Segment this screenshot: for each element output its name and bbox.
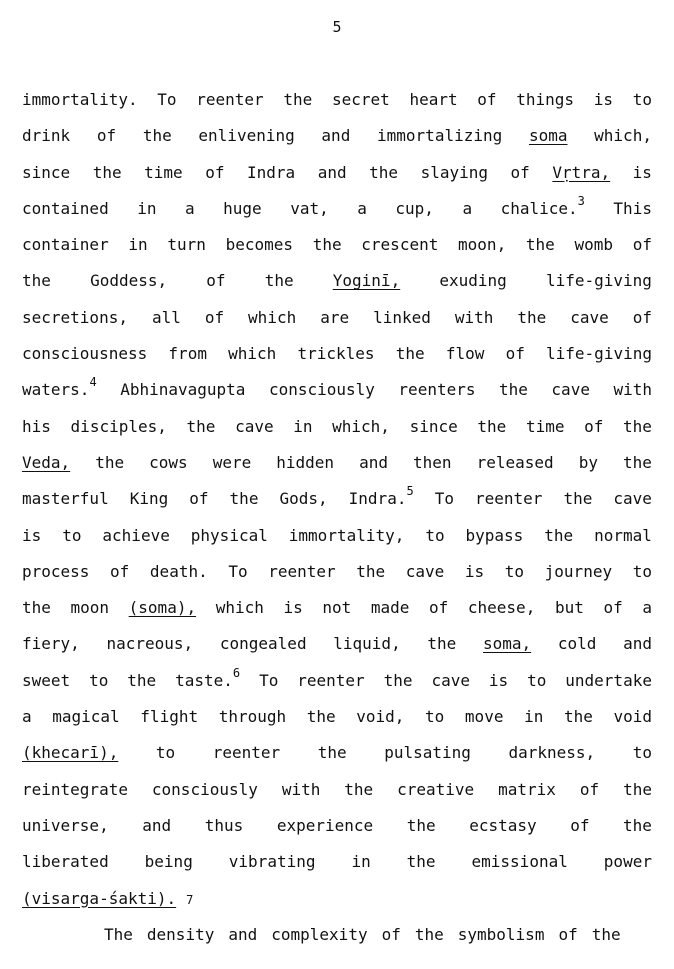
word-with-footnote bbox=[22, 376, 97, 404]
word: Goddess, bbox=[90, 271, 168, 291]
word: of bbox=[110, 561, 130, 581]
footnote-ref: 4 bbox=[89, 375, 97, 390]
word: and bbox=[317, 162, 347, 182]
word: by bbox=[578, 452, 598, 472]
word: since bbox=[22, 162, 71, 182]
text-line bbox=[22, 739, 652, 775]
word: enlivening bbox=[198, 126, 295, 146]
word: waters. bbox=[22, 380, 90, 400]
footnote-ref: 5 bbox=[406, 484, 414, 499]
word: contained bbox=[22, 198, 109, 218]
word: with bbox=[454, 307, 494, 327]
word: of bbox=[579, 779, 600, 799]
word: of bbox=[510, 162, 530, 182]
word: were bbox=[212, 452, 252, 472]
word: reenter bbox=[196, 90, 264, 109]
underlined-term: soma, bbox=[482, 634, 532, 654]
word: creative bbox=[397, 779, 475, 799]
word: the bbox=[427, 634, 457, 654]
word: a bbox=[462, 198, 473, 218]
word: the bbox=[623, 815, 652, 835]
word: to bbox=[425, 525, 445, 545]
word: of bbox=[584, 416, 604, 436]
text-line bbox=[22, 231, 652, 267]
word: move bbox=[464, 707, 504, 727]
word: womb bbox=[574, 235, 614, 255]
word: cave bbox=[405, 561, 445, 581]
word: and bbox=[321, 126, 351, 146]
word: time bbox=[144, 162, 183, 182]
word: moon, bbox=[458, 235, 507, 255]
word: with bbox=[281, 779, 321, 799]
word: Abhinavagupta bbox=[120, 380, 246, 400]
word: to bbox=[632, 561, 652, 581]
word: To bbox=[157, 90, 177, 109]
word: To bbox=[228, 561, 248, 581]
word: consciousness bbox=[22, 344, 148, 364]
word: since bbox=[409, 416, 458, 436]
word: of bbox=[632, 235, 652, 255]
word: reenters bbox=[398, 380, 476, 400]
word: of bbox=[189, 489, 209, 509]
word: reenter bbox=[212, 743, 281, 763]
word: of bbox=[505, 344, 525, 364]
word: to bbox=[632, 90, 652, 109]
word: The bbox=[104, 924, 133, 944]
word: consciously bbox=[151, 779, 258, 799]
word: things bbox=[516, 90, 575, 109]
word: thus bbox=[204, 815, 244, 835]
word: released bbox=[476, 452, 554, 472]
word: through bbox=[218, 707, 287, 727]
word: of bbox=[603, 598, 623, 618]
word: and bbox=[623, 634, 652, 654]
word: life-giving bbox=[545, 271, 652, 291]
word: hidden bbox=[276, 452, 335, 472]
word: is bbox=[22, 525, 42, 545]
text-line bbox=[22, 921, 652, 957]
word: the bbox=[406, 852, 436, 872]
underlined-term: (visarga-śakti). bbox=[22, 888, 177, 908]
text-line bbox=[22, 304, 652, 340]
word: Indra bbox=[247, 162, 296, 182]
word: a bbox=[185, 198, 195, 218]
word: which, bbox=[332, 416, 390, 436]
word: his bbox=[22, 416, 51, 436]
footnote-ref: 6 bbox=[232, 665, 241, 680]
word: reintegrate bbox=[22, 779, 128, 799]
word: the bbox=[517, 307, 547, 327]
text-line: (visarga-śakti). 7 bbox=[22, 885, 652, 921]
word: the bbox=[186, 416, 216, 436]
word: a bbox=[642, 598, 652, 618]
word: emissional bbox=[471, 852, 568, 872]
word: immortality, bbox=[288, 525, 405, 545]
word: exuding bbox=[439, 271, 507, 291]
word: void bbox=[613, 707, 652, 727]
word: the bbox=[306, 707, 336, 727]
word: turn bbox=[167, 235, 206, 255]
word: secretions, bbox=[22, 307, 128, 327]
word: and bbox=[142, 815, 172, 835]
word: sweet bbox=[22, 670, 71, 690]
word: time bbox=[525, 416, 565, 436]
word: the bbox=[127, 670, 157, 690]
word: but bbox=[554, 598, 584, 618]
word: darkness, bbox=[508, 743, 596, 763]
word: void, bbox=[356, 707, 405, 727]
word: the bbox=[544, 525, 574, 545]
word: ecstasy bbox=[469, 815, 537, 835]
word: drink bbox=[22, 126, 71, 146]
word: the bbox=[92, 162, 122, 182]
word: to bbox=[155, 743, 176, 763]
word: liquid, bbox=[333, 634, 401, 654]
word: then bbox=[413, 452, 452, 472]
word: which bbox=[228, 344, 277, 364]
word: matrix bbox=[498, 779, 556, 799]
word: flow bbox=[445, 344, 485, 364]
word: of bbox=[632, 307, 652, 327]
page-number: 5 bbox=[332, 18, 342, 36]
word: is bbox=[464, 561, 485, 581]
word: is bbox=[593, 90, 613, 109]
word: in bbox=[137, 198, 157, 218]
word: bypass bbox=[465, 525, 524, 545]
word: huge bbox=[223, 198, 262, 218]
text-line bbox=[22, 485, 652, 521]
word: King bbox=[129, 489, 169, 509]
word: vibrating bbox=[228, 852, 316, 872]
word: crescent bbox=[361, 235, 439, 255]
word: being bbox=[144, 852, 193, 872]
word: to bbox=[632, 743, 652, 763]
word: the bbox=[317, 743, 347, 763]
text-line bbox=[22, 195, 652, 231]
word: moon bbox=[70, 598, 110, 618]
underlined-term: Veda, bbox=[22, 452, 71, 472]
word: cave bbox=[431, 670, 470, 690]
word-with-footnote bbox=[349, 485, 414, 513]
word: the bbox=[406, 815, 436, 835]
word: from bbox=[168, 344, 207, 364]
word: cave bbox=[235, 416, 274, 436]
text-line bbox=[22, 776, 652, 812]
word: congealed bbox=[219, 634, 307, 654]
underlined-term: Yoginī, bbox=[332, 271, 401, 291]
word: vat, bbox=[290, 198, 329, 218]
word: in bbox=[524, 707, 544, 727]
word: masterful bbox=[22, 489, 109, 509]
word: undertake bbox=[565, 670, 652, 690]
word: of bbox=[204, 307, 225, 327]
word: cows bbox=[149, 452, 188, 472]
word: of bbox=[381, 924, 401, 944]
word: cave bbox=[570, 307, 609, 327]
word: the bbox=[95, 452, 125, 472]
word: the bbox=[344, 779, 374, 799]
word: of bbox=[570, 815, 590, 835]
word: in bbox=[293, 416, 313, 436]
word: to bbox=[527, 670, 547, 690]
underlined-term: (soma), bbox=[128, 598, 197, 618]
word: the bbox=[563, 489, 593, 509]
word: which bbox=[215, 598, 264, 618]
word: fiery, bbox=[22, 634, 80, 654]
word: achieve bbox=[102, 525, 170, 545]
word: life-giving bbox=[546, 344, 652, 364]
word-with-footnote bbox=[175, 667, 240, 695]
word: of bbox=[558, 924, 578, 944]
word: with bbox=[613, 380, 652, 400]
word: normal bbox=[594, 525, 652, 545]
word: chalice. bbox=[500, 198, 578, 218]
word: a bbox=[357, 198, 367, 218]
word: the bbox=[525, 235, 555, 255]
word: universe, bbox=[22, 815, 109, 835]
word: cup, bbox=[395, 198, 434, 218]
word: becomes bbox=[225, 235, 293, 255]
word: flight bbox=[140, 707, 199, 727]
word: experience bbox=[276, 815, 374, 835]
word: the bbox=[22, 598, 51, 618]
word: and bbox=[359, 452, 388, 472]
word: which, bbox=[594, 126, 652, 146]
word: magical bbox=[52, 707, 120, 727]
word: secret bbox=[331, 90, 390, 109]
word: the bbox=[499, 380, 528, 400]
word: reenter bbox=[474, 489, 543, 509]
word: not bbox=[322, 598, 352, 618]
text-line bbox=[22, 812, 652, 848]
text-line bbox=[22, 703, 652, 739]
word: pulsating bbox=[384, 743, 471, 763]
word: physical bbox=[190, 525, 268, 545]
word: which bbox=[248, 307, 297, 327]
word: to bbox=[62, 525, 82, 545]
text-line bbox=[22, 86, 652, 122]
word: symbolism bbox=[457, 924, 545, 944]
text-line bbox=[22, 159, 652, 195]
text-line bbox=[22, 630, 652, 666]
word: the bbox=[623, 416, 652, 436]
text-line bbox=[22, 340, 652, 376]
word: disciples, bbox=[70, 416, 167, 436]
word: the bbox=[356, 561, 386, 581]
word: immortalizing bbox=[377, 126, 503, 146]
word: Gods, bbox=[279, 489, 328, 509]
word: the bbox=[477, 416, 507, 436]
word: is bbox=[283, 598, 303, 618]
word: of bbox=[429, 598, 449, 618]
word: to bbox=[425, 707, 445, 727]
word: Indra. bbox=[348, 489, 407, 509]
word: power bbox=[603, 852, 652, 872]
word: are bbox=[320, 307, 350, 327]
word: the bbox=[312, 235, 342, 255]
word: the bbox=[395, 344, 425, 364]
word: of bbox=[477, 90, 497, 109]
text-line bbox=[22, 267, 652, 303]
word: linked bbox=[373, 307, 431, 327]
word: To bbox=[434, 489, 454, 509]
word: complexity bbox=[271, 924, 368, 944]
word: the bbox=[229, 489, 259, 509]
word: reenter bbox=[268, 561, 336, 581]
text-line bbox=[22, 122, 652, 158]
word: the bbox=[563, 707, 593, 727]
word: is bbox=[488, 670, 509, 690]
word: slaying bbox=[420, 162, 489, 182]
text-line bbox=[22, 449, 652, 485]
word: to bbox=[504, 561, 525, 581]
word: the bbox=[22, 271, 51, 291]
text-line bbox=[22, 594, 652, 630]
word: cheese, bbox=[467, 598, 536, 618]
word: in bbox=[351, 852, 371, 872]
word: immortality. bbox=[22, 90, 138, 109]
text-line bbox=[22, 667, 652, 703]
word: the bbox=[622, 452, 652, 472]
word: the bbox=[383, 670, 413, 690]
word: process bbox=[22, 561, 90, 581]
word: journey bbox=[544, 561, 613, 581]
word: reenter bbox=[297, 670, 365, 690]
text-line bbox=[22, 558, 652, 594]
word: nacreous, bbox=[106, 634, 194, 654]
body-text bbox=[22, 86, 652, 957]
word: density bbox=[146, 924, 215, 944]
word: cold bbox=[557, 634, 597, 654]
word: the bbox=[414, 924, 444, 944]
word: the bbox=[283, 90, 313, 109]
word: a bbox=[22, 707, 32, 727]
word: the bbox=[623, 779, 652, 799]
footnote-ref: 3 bbox=[577, 193, 585, 208]
word: the bbox=[369, 162, 399, 182]
word: the bbox=[264, 271, 294, 291]
word: of bbox=[96, 126, 117, 146]
word: cave bbox=[551, 380, 590, 400]
text-line bbox=[22, 522, 652, 558]
word: of bbox=[206, 271, 226, 291]
word: heart bbox=[409, 90, 458, 109]
word: is bbox=[632, 162, 652, 182]
word-with-footnote bbox=[501, 195, 585, 223]
text-line bbox=[22, 848, 652, 884]
word: To bbox=[259, 670, 279, 690]
word: container bbox=[22, 235, 109, 255]
underlined-term: soma bbox=[528, 126, 568, 146]
underlined-term: (khecarī), bbox=[22, 743, 119, 763]
text-line bbox=[22, 376, 652, 412]
word: liberated bbox=[22, 852, 109, 872]
word: This bbox=[613, 198, 652, 218]
word: and bbox=[228, 924, 258, 944]
word: trickles bbox=[297, 344, 375, 364]
underlined-term: Vṛtra, bbox=[552, 162, 611, 182]
word: taste. bbox=[175, 670, 233, 690]
word: of bbox=[205, 162, 225, 182]
word: consciously bbox=[268, 380, 375, 400]
word: all bbox=[151, 307, 181, 327]
word: cave bbox=[613, 489, 652, 509]
word: made bbox=[370, 598, 410, 618]
word: to bbox=[89, 670, 109, 690]
word: the bbox=[591, 924, 621, 944]
word: death. bbox=[149, 561, 208, 581]
word: the bbox=[142, 126, 172, 146]
word: in bbox=[128, 235, 148, 255]
text-line bbox=[22, 413, 652, 449]
